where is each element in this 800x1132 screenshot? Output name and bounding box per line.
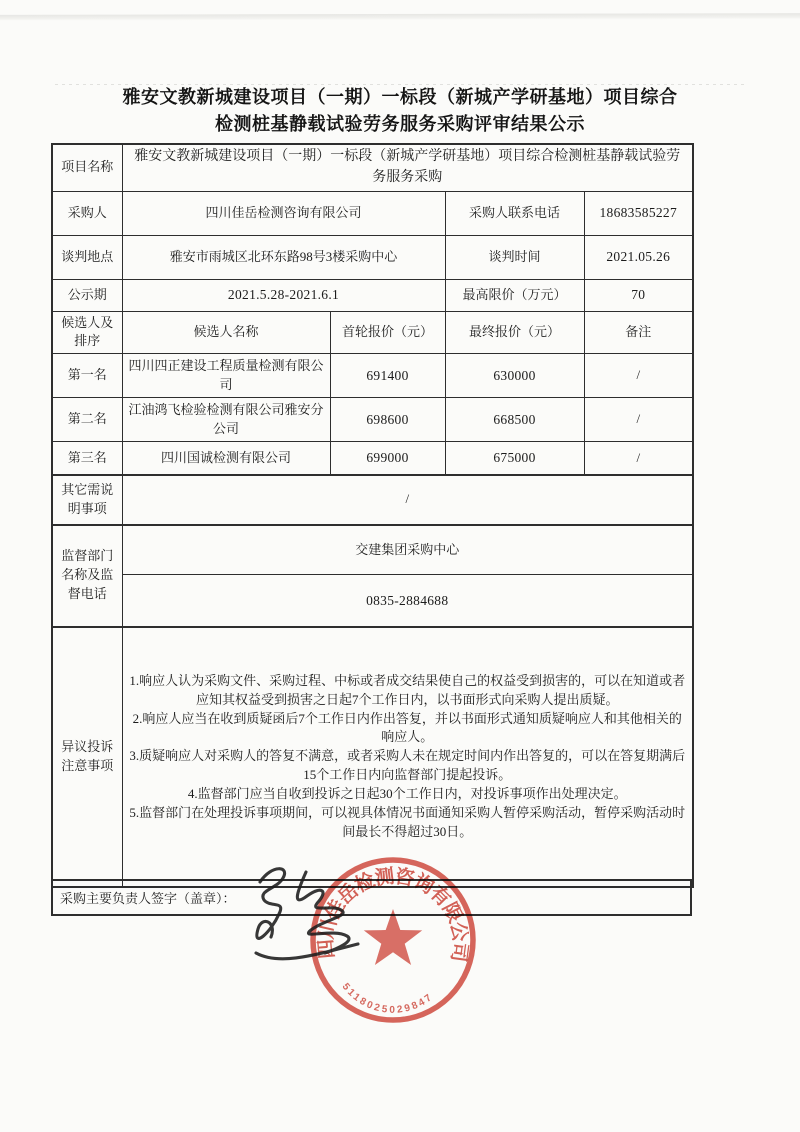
venue-value: 雅安市雨城区北环东路98号3楼采购中心 (122, 235, 445, 279)
publicity-period-label: 公示期 (52, 279, 122, 311)
candidate-final-price: 630000 (445, 354, 584, 398)
candidate-rank: 第二名 (52, 398, 122, 442)
candidate-first-price: 699000 (330, 442, 445, 475)
candidate-remark: / (584, 398, 693, 442)
candidate-first-price: 691400 (330, 354, 445, 398)
table-row (52, 191, 693, 235)
candidate-final-price: 668500 (445, 398, 584, 442)
purchaser-value: 四川佳岳检测咨询有限公司 (122, 191, 445, 235)
table-row (52, 279, 693, 311)
venue-label: 谈判地点 (52, 235, 122, 279)
price-limit-value: 70 (584, 279, 693, 311)
candidate-name: 四川国诚检测有限公司 (122, 442, 330, 475)
objection-item-2: 2.响应人应当在收到质疑函后7个工作日内作出答复，并以书面形式通知质疑响应人和其他相关的响应人。 (132, 710, 682, 745)
candidate-remark: / (584, 442, 693, 475)
candidate-name: 江油鸿飞检验检测有限公司雅安分公司 (122, 398, 330, 442)
candidate-row (52, 442, 693, 475)
candidate-row (52, 354, 693, 398)
table-row (52, 475, 693, 525)
table-row (52, 575, 693, 627)
page-title (0, 84, 800, 138)
table-row (52, 235, 693, 279)
seal-star-icon (364, 909, 422, 965)
supervision-dept-value: 交建集团采购中心 (122, 525, 693, 575)
purchaser-label: 采购人 (52, 191, 122, 235)
seal-company-name: 四川佳岳检测咨询有限公司 (314, 865, 472, 964)
candidates-header-row (52, 311, 693, 354)
first-price-header: 首轮报价（元） (330, 311, 445, 354)
final-price-header: 最终报价（元） (445, 311, 584, 354)
candidate-name-header: 候选人名称 (122, 311, 330, 354)
remark-header: 备注 (584, 311, 693, 354)
scan-artifact-streak (0, 13, 800, 21)
candidate-name: 四川四正建设工程质量检测有限公司 (122, 354, 330, 398)
project-name-label: 项目名称 (52, 144, 122, 191)
negotiation-time-label: 谈判时间 (445, 235, 584, 279)
purchaser-phone-value: 18683585227 (584, 191, 693, 235)
signature-scribble-icon (246, 856, 366, 971)
project-name-value: 雅安文教新城建设项目（一期）一标段（新城产学研基地）项目综合检测桩基静载试验劳务服务采购 (122, 144, 693, 191)
signature-label: 采购主要负责人签字（盖章）： (60, 891, 236, 906)
announcement-table (51, 143, 694, 888)
table-row (52, 144, 693, 191)
other-notes-label: 其它需说明事项 (52, 475, 122, 525)
candidate-rank: 第三名 (52, 442, 122, 475)
publicity-period-value: 2021.5.28-2021.6.1 (122, 279, 445, 311)
page-title-line2: 检测桩基静载试验劳务服务采购评审结果公示 (215, 114, 585, 134)
other-notes-value: / (122, 475, 693, 525)
candidate-remark: / (584, 354, 693, 398)
candidate-final-price: 675000 (445, 442, 584, 475)
purchaser-phone-label: 采购人联系电话 (445, 191, 584, 235)
negotiation-time-value: 2021.05.26 (584, 235, 693, 279)
table-row (52, 525, 693, 575)
price-limit-label: 最高限价（万元） (445, 279, 584, 311)
candidate-rank: 第一名 (52, 354, 122, 398)
objection-label: 异议投诉注意事项 (52, 627, 122, 887)
candidates-rank-header: 候选人及排序 (52, 311, 122, 354)
candidate-first-price: 698600 (330, 398, 445, 442)
objection-item-4: 4.监督部门应当自收到投诉之日起30个工作日内，对投诉事项作出处理决定。 (187, 785, 627, 801)
page-title-line1: 雅安文教新城建设项目（一期）一标段（新城产学研基地）项目综合 (122, 87, 678, 107)
objection-item-5: 5.监督部门在处理投诉事项期间，可以视具体情况书面通知采购人暂停采购活动，暂停采购活动时间最长不得超过30日。 (129, 804, 686, 839)
objection-item-3: 3.质疑响应人对采购人的答复不满意，或者采购人未在规定时间内作出答复的，可以在答复期满后15个工作日内向监督部门提起投诉。 (129, 748, 686, 783)
supervision-phone-value: 0835-2884688 (122, 575, 693, 627)
seal-number: 5118025029847 (339, 981, 436, 1016)
supervision-label: 监督部门名称及监督电话 (52, 525, 122, 627)
candidate-row (52, 398, 693, 442)
objection-item-1: 1.响应人认为采购文件、采购过程、中标或者成交结果使自己的权益受到损害的，可以在知道或者应知其权益受到损害之日起7个工作日内，以书面形式向采购人提出质疑。 (129, 672, 686, 707)
